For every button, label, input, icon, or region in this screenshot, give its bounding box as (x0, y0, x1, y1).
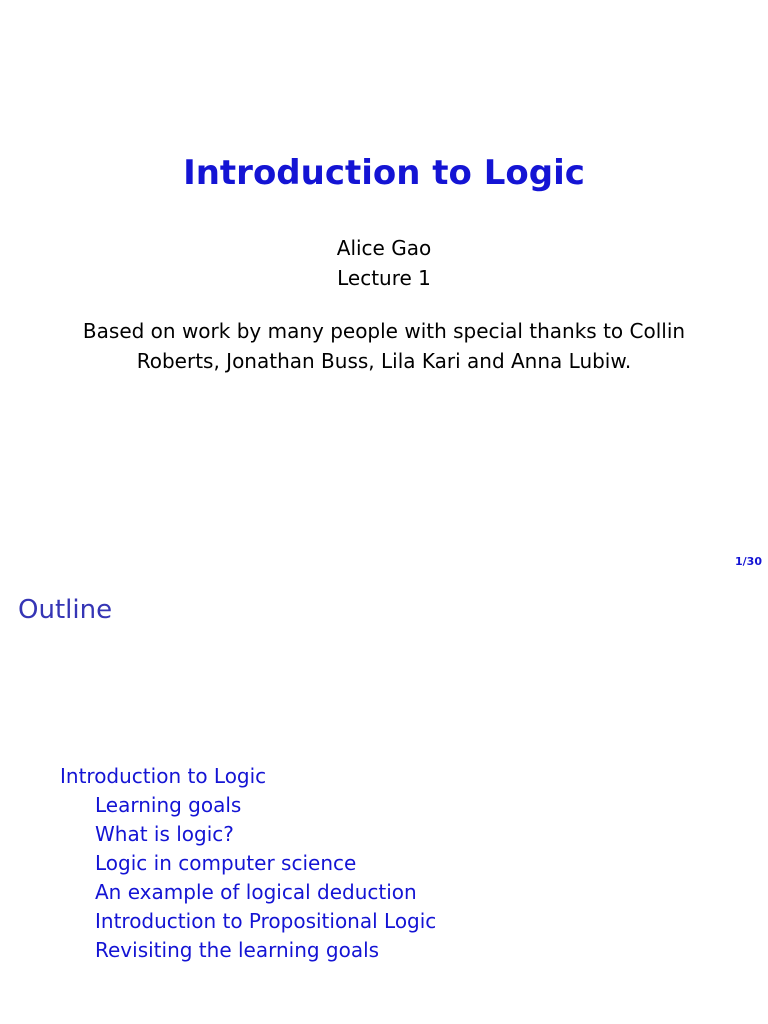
lecture-label: Lecture 1 (337, 266, 431, 290)
toc-subsection-link[interactable]: What is logic? (95, 822, 234, 846)
toc-subsection-link[interactable]: Revisiting the learning goals (95, 938, 380, 962)
toc-subsection-link[interactable]: An example of logical deduction (95, 880, 417, 904)
slide-title: Introduction to Logic (183, 153, 585, 193)
page-number: 1/30 (735, 555, 762, 568)
table-of-contents (60, 762, 436, 965)
toc-section-link[interactable]: Introduction to Logic (60, 764, 267, 788)
toc-subsection-link[interactable]: Introduction to Propositional Logic (95, 909, 437, 933)
frame-title: Outline (18, 595, 113, 625)
outline-slide (0, 580, 768, 1024)
toc-subsection-link[interactable]: Logic in computer science (95, 851, 357, 875)
toc-subsection-link[interactable]: Learning goals (95, 793, 242, 817)
author-name: Alice Gao (336, 236, 432, 260)
acknowledgement-text: Based on work by many people with special thanks to Collin Roberts, Jonathan Buss, Lila Kari and Anna Lubiw. (82, 319, 686, 373)
